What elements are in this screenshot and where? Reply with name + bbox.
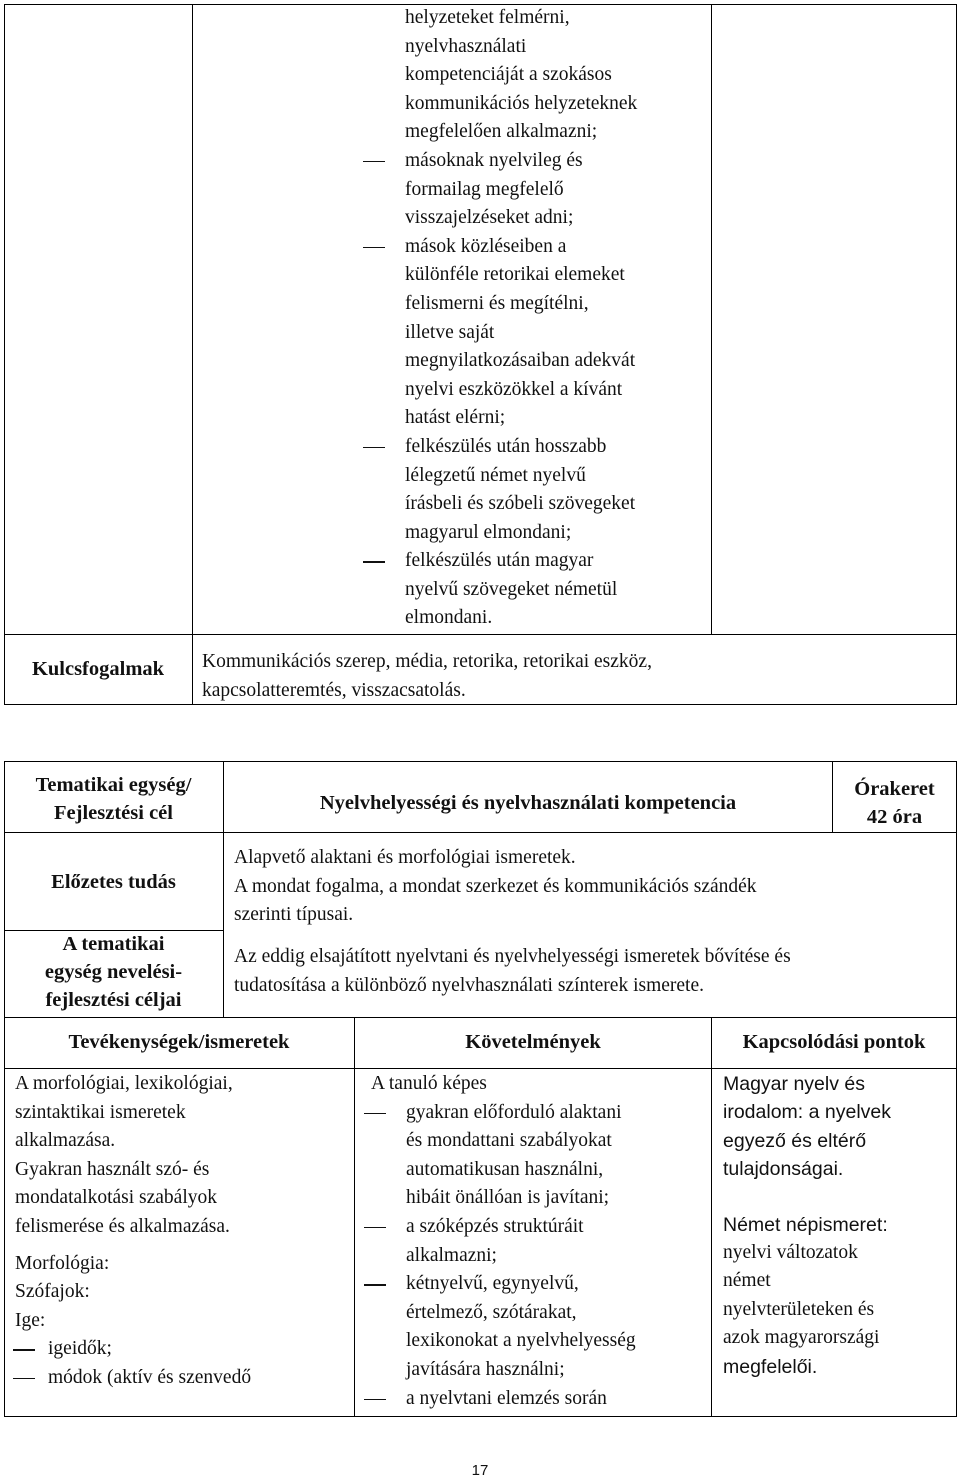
activity-line: módok (aktív és szenvedő	[48, 1366, 252, 1388]
activity-dash-item	[10, 1364, 251, 1393]
activity-line: igeidők;	[48, 1338, 112, 1360]
unit-label	[4, 771, 223, 827]
activity-line: Ige:	[15, 1309, 46, 1331]
continued-line: megfelelően alkalmazni;	[405, 121, 598, 143]
requirement-dash-item	[361, 1213, 636, 1270]
item-line: javítására használni;	[406, 1358, 565, 1380]
hours-value: 42 óra	[866, 806, 923, 828]
item-line: különféle retorikai elemeket	[405, 264, 625, 286]
continued-line: kompetenciáját a szokásos	[405, 64, 612, 86]
item-line: a szóképzés struktúráit	[406, 1215, 584, 1237]
item-line: illetve saját	[405, 321, 495, 343]
activities-cell	[15, 1070, 251, 1393]
continued-requirements	[360, 4, 637, 633]
item-line: és mondattani szabályokat	[406, 1130, 612, 1152]
requirement-dash-item	[361, 1385, 636, 1414]
item-line: értelmező, szótárakat,	[406, 1301, 577, 1323]
unit-label-line: Tematikai egység/	[35, 774, 192, 796]
item-line: felismerni és megítélni,	[405, 292, 589, 314]
goals-text	[234, 943, 791, 1000]
item-line: visszajelzéseket adni;	[405, 207, 574, 229]
item-line: lexikonokat a nyelvhelyesség	[406, 1330, 636, 1352]
item-line: nyelvű szövegeket németül	[405, 578, 618, 600]
item-line: hibáit önállóan is javítani;	[406, 1187, 610, 1209]
kulcsfogalmak-line: kapcsolatteremtés, visszacsatolás.	[202, 679, 466, 701]
connection-line: nyelvterületeken és	[723, 1298, 875, 1320]
activity-line: mondatalkotási szabályok	[15, 1187, 217, 1209]
item-line: felkészülés után magyar	[405, 550, 594, 572]
connection-line: Magyar nyelv és	[723, 1073, 865, 1095]
kulcsfogalmak-text	[202, 648, 652, 705]
activity-line: szintaktikai ismeretek	[15, 1101, 186, 1123]
hours-label: Órakeret	[854, 778, 935, 800]
activity-line: felismerése és alkalmazása.	[15, 1215, 230, 1237]
column-header-activities: Tevékenységek/ismeretek	[68, 1031, 290, 1053]
item-line: elmondani.	[405, 607, 493, 629]
item-line: a nyelvtani elemzés során	[406, 1387, 607, 1409]
column-header-connections: Kapcsolódási pontok	[742, 1031, 926, 1053]
item-line: nyelvi eszközökkel a kívánt	[405, 378, 623, 400]
item-line: hatást elérni;	[405, 407, 506, 429]
item-line: mások közléseiben a	[405, 235, 567, 257]
continued-line: kommunikációs helyzeteknek	[405, 92, 638, 114]
item-line: gyakran előforduló alaktani	[406, 1101, 622, 1123]
requirements-cell	[361, 1070, 636, 1413]
requirements-intro: A tanuló képes	[371, 1073, 487, 1094]
activity-line: alkalmazása.	[15, 1130, 116, 1152]
connection-line: megfelelői.	[723, 1355, 818, 1378]
item-line: megnyilatkozásaiban adekvát	[405, 350, 636, 372]
connection-line: német	[723, 1270, 771, 1292]
item-line: írásbeli és szóbeli szövegeket	[405, 493, 636, 515]
item-line: másoknak nyelvileg és	[405, 149, 583, 171]
item-line: magyarul elmondani;	[405, 521, 572, 543]
item-line: lélegzetű német nyelvű	[405, 464, 586, 486]
kulcsfogalmak-label: Kulcsfogalmak	[31, 658, 165, 680]
activity-line: Gyakran használt szó- és	[15, 1158, 210, 1180]
page-number: 17	[471, 1462, 489, 1479]
connection-line: Német népismeret:	[723, 1213, 888, 1236]
connection-line: irodalom: a nyelvek	[723, 1101, 891, 1124]
goals-label-line: fejlesztési céljai	[45, 989, 182, 1011]
item-line: felkészülés után hosszabb	[405, 435, 607, 457]
activity-line: Morfológia:	[15, 1252, 110, 1274]
requirement-dash-item	[360, 233, 637, 433]
connection-line: egyező és eltérő	[723, 1129, 867, 1152]
prior-line: Alapvető alaktani és morfológiai ismeretek.	[234, 847, 576, 868]
item-line: formailag megfelelő	[405, 178, 564, 200]
item-line: automatikusan használni,	[406, 1158, 604, 1180]
goals-label-line: egység nevelési-	[44, 961, 183, 983]
hours-cell	[833, 775, 956, 831]
connection-line: azok magyarországi	[723, 1327, 880, 1349]
goals-line: tudatosítása a különböző nyelvhasználati színterek ismerete.	[234, 974, 705, 996]
column-header-requirements: Követelmények	[465, 1031, 601, 1053]
prior-line: szerinti típusai.	[234, 904, 354, 926]
goals-label-line: A tematikai	[62, 933, 165, 955]
goals-line: Az eddig elsajátított nyelvtani és nyelvhelyességi ismeretek bővítése és	[234, 946, 791, 967]
item-line: alkalmazni;	[406, 1244, 497, 1266]
prior-line: A mondat fogalma, a mondat szerkezet és kommunikációs szándék	[234, 875, 757, 897]
prior-knowledge-label: Előzetes tudás	[51, 871, 176, 893]
connection-line: tulajdonságai.	[723, 1158, 844, 1181]
requirement-dash-item	[360, 433, 637, 547]
continued-line: nyelvhasználati	[405, 35, 527, 57]
requirement-dash-item	[361, 1099, 636, 1213]
kulcsfogalmak-line: Kommunikációs szerep, média, retorika, retorikai eszköz,	[202, 651, 652, 672]
activity-dash-item	[10, 1335, 251, 1364]
unit-label-line: Fejlesztési cél	[54, 802, 173, 824]
connections-cell	[723, 1070, 891, 1381]
prior-knowledge-text	[234, 844, 757, 930]
requirement-dash-item	[360, 147, 637, 233]
requirement-dash-item	[361, 1270, 636, 1384]
activity-line: Szófajok:	[15, 1281, 90, 1303]
requirement-dash-item	[360, 547, 637, 633]
continued-line: helyzeteket felmérni,	[405, 7, 570, 28]
unit-title: Nyelvhelyességi és nyelvhasználati kompetencia	[319, 792, 737, 814]
item-line: kétnyelvű, egynyelvű,	[406, 1273, 579, 1295]
goals-label	[4, 930, 223, 1014]
activity-line: A morfológiai, lexikológiai,	[15, 1073, 233, 1094]
connection-line: nyelvi változatok	[723, 1242, 858, 1264]
